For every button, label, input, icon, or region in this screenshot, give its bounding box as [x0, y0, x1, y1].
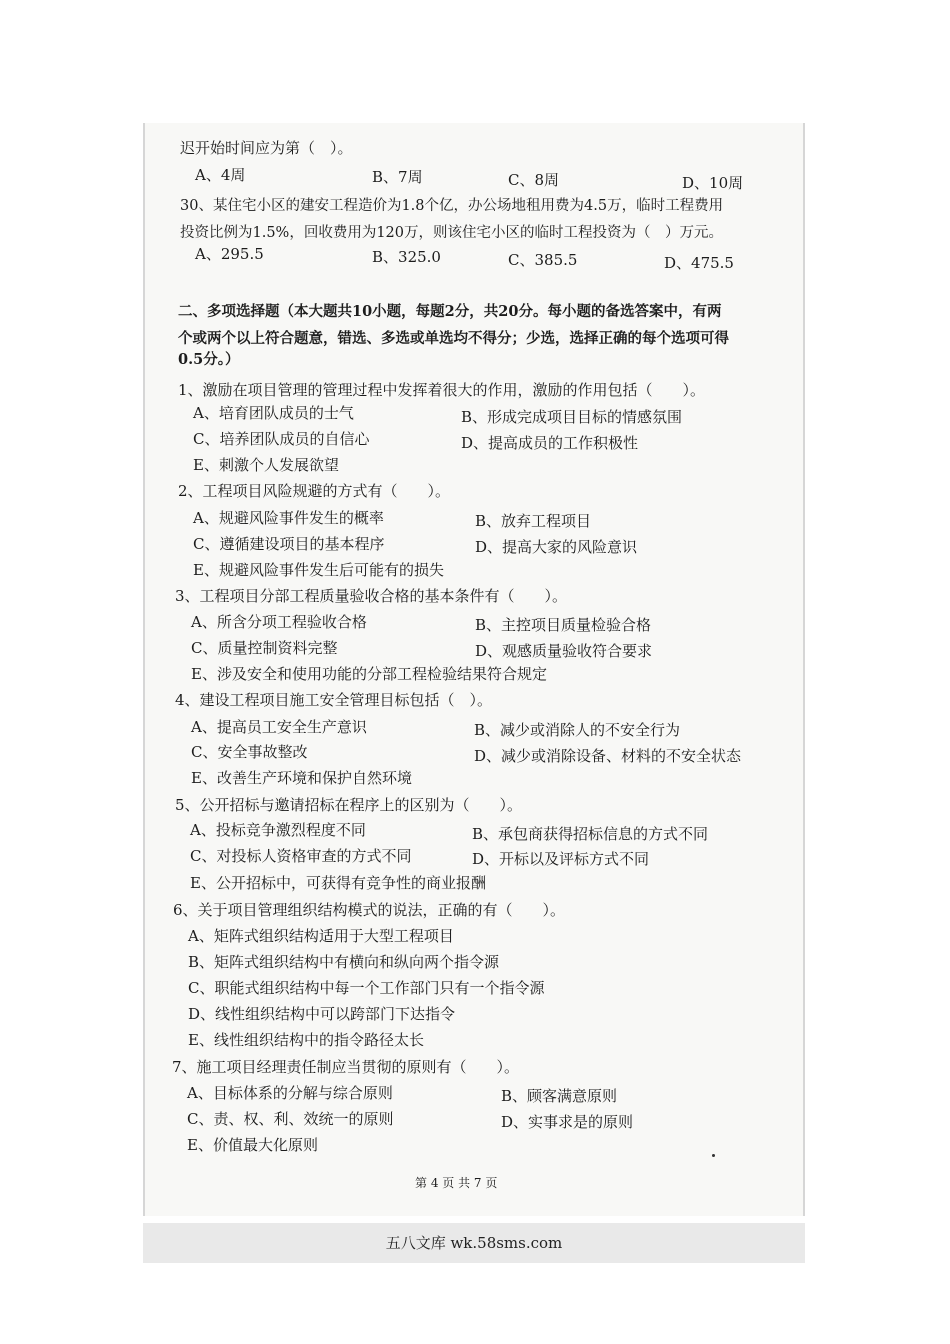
option: C、责、权、利、效统一的原则 [187, 1110, 394, 1128]
option: D、提高成员的工作积极性 [461, 434, 639, 452]
question-stem: 3、工程项目分部工程质量验收合格的基本条件有（ ）。 [175, 587, 568, 605]
question-stem: 6、关于项目管理组织结构模式的说法，正确的有（ ）。 [173, 901, 566, 919]
option: B、顾客满意原则 [501, 1087, 618, 1105]
option: E、公开招标中，可获得有竞争性的商业报酬 [190, 874, 486, 892]
option: A、4周 [195, 166, 246, 184]
option: E、改善生产环境和保护自然环境 [191, 769, 412, 787]
option: C、质量控制资料完整 [191, 639, 338, 657]
option: D、10周 [682, 174, 744, 192]
question-stem: 4、建设工程项目施工安全管理目标包括（ ）。 [175, 691, 493, 709]
watermark-text: 五八文库 wk.58sms.com [385, 1234, 563, 1252]
option: E、涉及安全和使用功能的分部工程检验结果符合规定 [191, 665, 547, 683]
option: B、主控项目质量检验合格 [475, 616, 652, 634]
option: A、295.5 [195, 245, 264, 263]
question-stem: 2、工程项目风险规避的方式有（ ）。 [178, 482, 451, 500]
option: A、目标体系的分解与综合原则 [187, 1084, 393, 1102]
option: C、8周 [508, 171, 560, 189]
section-2-heading: 0.5分。） [178, 351, 240, 368]
option: C、安全事故整改 [191, 743, 308, 761]
option: B、减少或消除人的不安全行为 [474, 721, 681, 739]
option: B、矩阵式组织结构中有横向和纵向两个指令源 [188, 953, 500, 971]
option: A、提高员工安全生产意识 [191, 718, 367, 736]
page-number: 第 4 页 共 7 页 [415, 1176, 498, 1190]
option: B、7周 [372, 168, 423, 186]
option: A、矩阵式组织结构适用于大型工程项目 [188, 927, 454, 945]
option: C、遵循建设项目的基本程序 [193, 535, 385, 553]
scan-speck [712, 1154, 715, 1157]
option: B、形成完成项目目标的情感氛围 [461, 408, 683, 426]
option: D、减少或消除设备、材料的不安全状态 [474, 747, 742, 765]
option: C、对投标人资格审查的方式不同 [190, 847, 412, 865]
question-30-line1: 30、某住宅小区的建安工程造价为1.8个亿，办公场地租用费为4.5万，临时工程费用 [180, 198, 724, 214]
option: E、刺激个人发展欲望 [193, 456, 339, 474]
option: D、线性组织结构中可以跨部门下达指令 [188, 1005, 456, 1023]
question-stem: 7、施工项目经理责任制应当贯彻的原则有（ ）。 [172, 1058, 520, 1076]
option: A、投标竞争激烈程度不同 [190, 821, 366, 839]
option: C、职能式组织结构中每一个工作部门只有一个指令源 [188, 979, 545, 997]
option: C、培养团队成员的自信心 [193, 430, 370, 448]
option: A、培育团队成员的士气 [193, 404, 354, 422]
option: D、实事求是的原则 [501, 1113, 634, 1131]
option: A、规避风险事件发生的概率 [193, 509, 384, 527]
option: B、承包商获得招标信息的方式不同 [472, 825, 709, 843]
section-2-heading: 二、多项选择题（本大题共10小题，每题2分，共20分。每小题的备选答案中，有两 [178, 303, 722, 320]
option: E、线性组织结构中的指令路径太长 [188, 1031, 424, 1049]
option: D、观感质量验收符合要求 [475, 642, 653, 660]
option: B、放弃工程项目 [475, 512, 592, 530]
option: B、325.0 [372, 248, 441, 266]
option: E、价值最大化原则 [187, 1136, 318, 1154]
question-stem: 1、激励在项目管理的管理过程中发挥着很大的作用，激励的作用包括（ ）。 [178, 381, 706, 399]
question-stem: 5、公开招标与邀请招标在程序上的区别为（ ）。 [175, 796, 523, 814]
question-30-line2: 投资比例为1.5%，回收费用为120万，则该住宅小区的临时工程投资为（ ）万元。 [180, 225, 724, 241]
option: E、规避风险事件发生后可能有的损失 [193, 561, 444, 579]
option: D、提高大家的风险意识 [475, 538, 638, 556]
option: A、所含分项工程验收合格 [191, 613, 367, 631]
option: C、385.5 [508, 251, 578, 269]
option: D、475.5 [664, 254, 734, 272]
section-2-heading: 个或两个以上符合题意，错选、多选或单选均不得分；少选，选择正确的每个选项可得 [178, 330, 729, 347]
option: D、开标以及评标方式不同 [472, 850, 650, 868]
question-29-tail: 迟开始时间应为第（ ）。 [180, 139, 353, 157]
watermark-footer [143, 1223, 805, 1263]
